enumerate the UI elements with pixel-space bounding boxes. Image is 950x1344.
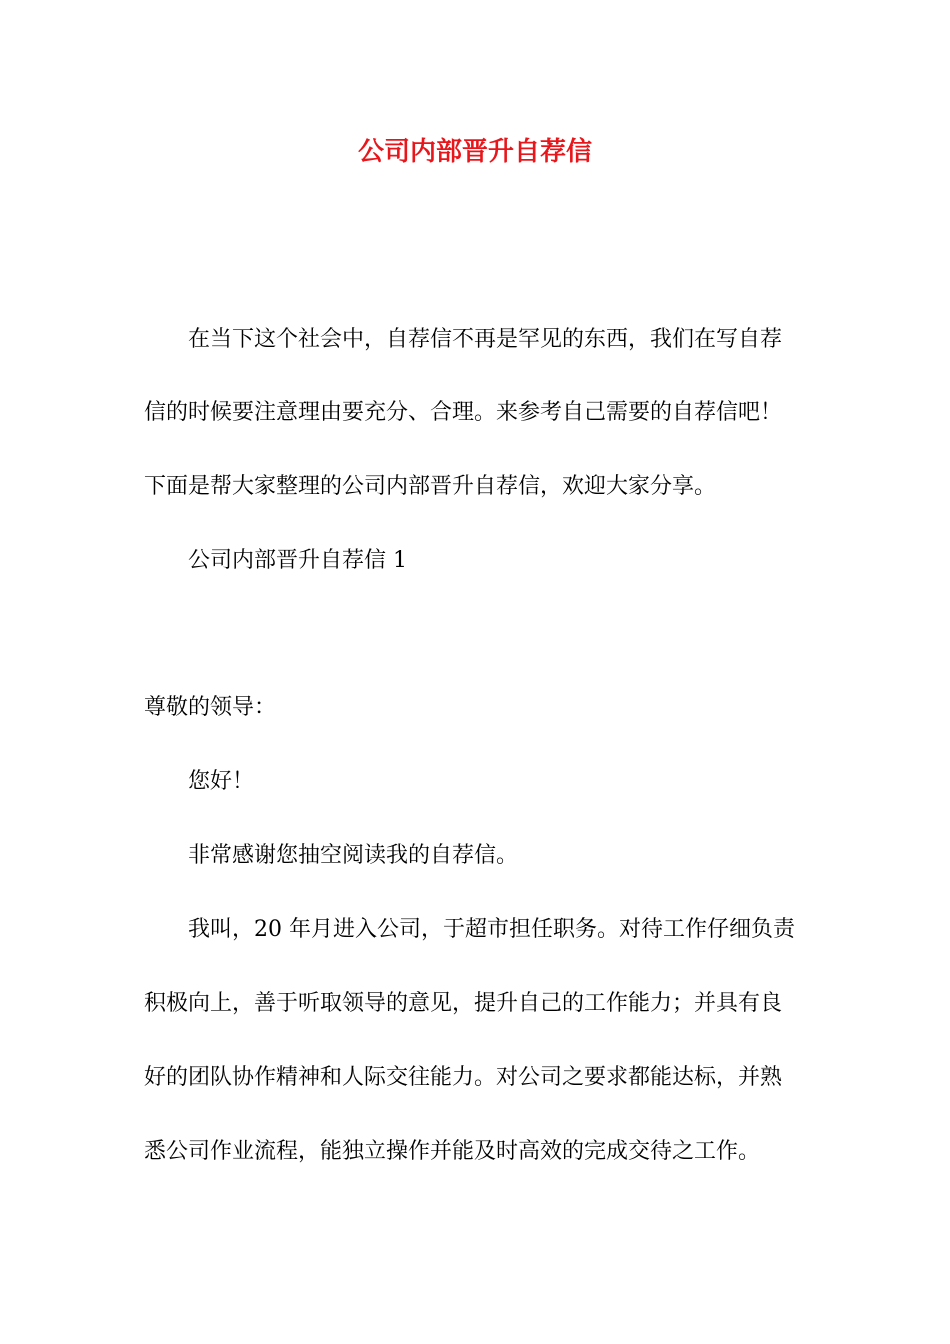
paragraph-line-1: 在当下这个社会中，自荐信不再是罕见的东西，我们在写自荐 <box>188 327 783 352</box>
greeting: 您好！ <box>188 769 255 794</box>
paragraph-line-2: 信的时候要注意理由要充分、合理。来参考自己需要的自荐信吧！ <box>144 400 783 425</box>
document-title: 公司内部晋升自荐信 <box>357 137 592 167</box>
paragraph-body-line-2: 积极向上，善于听取领导的意见，提升自己的工作能力；并具有良 <box>144 991 783 1016</box>
section-heading: 公司内部晋升自荐信 1 <box>188 548 407 573</box>
paragraph-line-3: 下面是帮大家整理的公司内部晋升自荐信，欢迎大家分享。 <box>144 474 717 499</box>
paragraph-thanks: 非常感谢您抽空阅读我的自荐信。 <box>188 843 519 868</box>
paragraph-body-line-3: 好的团队协作精神和人际交往能力。对公司之要求都能达标，并熟 <box>144 1065 783 1090</box>
paragraph-body-line-4: 悉公司作业流程，能独立操作并能及时高效的完成交待之工作。 <box>144 1139 761 1164</box>
paragraph-body-line-1: 我叫，20 年月进入公司，于超市担任职务。对待工作仔细负责 <box>188 917 795 942</box>
salutation: 尊敬的领导： <box>144 695 277 720</box>
